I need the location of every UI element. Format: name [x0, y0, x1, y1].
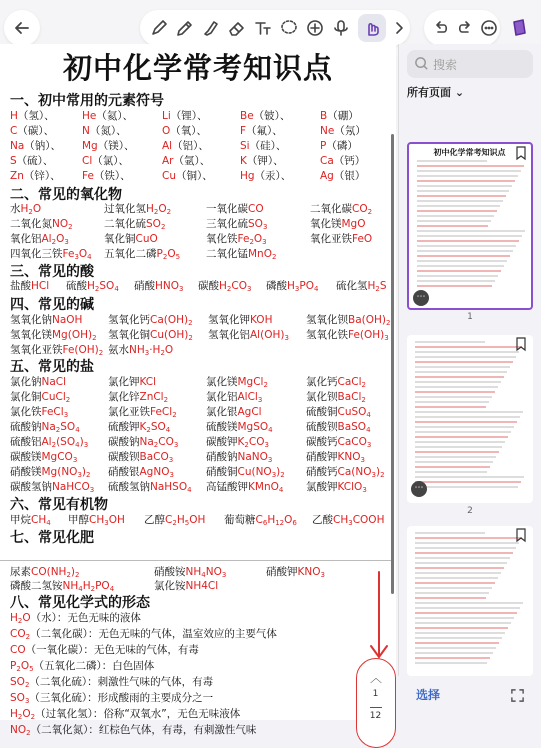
formula-cell: 磷酸二氢铵$NH_4H_2PO_4$ — [10, 580, 115, 593]
thumbnail-text-line — [417, 175, 518, 177]
thumbnail-title: 初中化学常考知识点 — [433, 148, 506, 157]
section-heading: 一、初中常用的元素符号 — [10, 93, 164, 109]
thumbnail-text-line — [417, 230, 525, 232]
thumbnail-text-line — [417, 190, 509, 192]
thumbnail-text-line — [415, 346, 522, 348]
formula-cell: 氯化铵NH4Cl — [154, 580, 219, 592]
content-row — [10, 434, 396, 450]
thumbnail-text-line — [417, 235, 522, 237]
bookmark-icon[interactable] — [515, 528, 527, 542]
formula-cell: 硝酸$HNO_3$ — [134, 280, 184, 293]
formula-cell: Be（铍）、 — [240, 110, 291, 122]
content-row — [10, 327, 396, 343]
sidebar-footer — [398, 676, 540, 720]
formula-cell: 碳酸$H_2CO_3$ — [198, 280, 252, 293]
thumbnail-text-line — [415, 602, 523, 604]
formula-cell: 氧化铁$Fe_2O_3$ — [206, 233, 267, 246]
formula-cell: 乙醇$C_2H_5OH$ — [144, 514, 206, 527]
all-pages-dropdown[interactable] — [407, 84, 464, 100]
formula-cell: 硝酸钾$KNO_3$ — [266, 566, 325, 579]
formula-cell: 碳酸镁MgCO$_3$ — [10, 451, 78, 464]
thumbnail-text-line — [417, 180, 515, 182]
thumbnail-text-line — [415, 552, 513, 554]
thumbnail-text-line — [415, 592, 489, 594]
formula-cell: 硫酸钡BaSO$_4$ — [306, 421, 371, 434]
search-input[interactable] — [407, 50, 533, 78]
shapes-tool-button[interactable] — [302, 15, 328, 41]
formula-cell: 一氧化碳CO — [206, 203, 264, 215]
formula-cell: He（氦）、 — [82, 110, 134, 122]
formula-cell: 碳酸钙CaCO$_3$ — [306, 436, 372, 449]
formula-cell: Hg（汞）、 — [240, 170, 292, 182]
text-tool-button[interactable] — [250, 15, 276, 41]
thumbnail-text-line — [415, 421, 517, 423]
microphone-icon — [331, 18, 351, 38]
formula-cell: Cl（氯）、 — [82, 155, 129, 167]
thumbnail-text-line — [417, 250, 513, 252]
property-row: $CO_2$（二氧化碳）：无色无味的气体，温室效应的主要气体 — [10, 628, 277, 641]
hand-icon — [362, 18, 382, 38]
thumbnail-text-line — [415, 572, 501, 574]
bookmark-icon[interactable] — [515, 146, 527, 160]
property-row: $P_2O_5$（五氧化二磷）：白色固体 — [10, 660, 155, 673]
formula-cell: 氯酸钾KClO$_3$ — [306, 481, 367, 494]
eraser-icon — [227, 18, 247, 38]
thumbnail-text-line — [415, 547, 516, 549]
thumbnail-text-line — [417, 225, 488, 227]
thumbnail-text-line — [415, 647, 496, 649]
page-sidebar — [398, 44, 540, 720]
thumbnail-text-line — [415, 416, 520, 418]
thumbnail-text-line — [415, 632, 505, 634]
formula-cell: 磷酸$H_3PO_4$ — [266, 280, 319, 293]
section-heading: 三、常见的酸 — [10, 264, 94, 280]
thumbnail-text-line — [417, 200, 503, 202]
chevron-up-icon[interactable]: ︿ — [370, 671, 383, 685]
property-row: $SO_3$（三氧化硫）：形成酸雨的主要成分之一 — [10, 692, 214, 705]
formula-cell: 甲烷$CH_4$ — [10, 514, 51, 527]
thumbnail-text-line — [415, 436, 508, 438]
formula-cell: 碳酸氢钠NaHCO$_3$ — [10, 481, 95, 494]
page-break — [0, 560, 394, 561]
formula-cell: Mg（镁）、 — [82, 140, 135, 152]
thumbnail-text-line — [415, 441, 505, 443]
content-row — [10, 512, 396, 528]
formula-cell: 硝酸钾$KNO_3$ — [306, 451, 365, 464]
tool-palette — [140, 10, 410, 46]
formula-cell: 氢氧化铝$Al(OH)_3$ — [208, 329, 289, 342]
formula-cell: 尿素$CO(NH_2)_2$ — [10, 566, 80, 579]
content-row — [10, 464, 396, 480]
more-options-button[interactable] — [476, 15, 502, 41]
notebook-icon — [509, 18, 529, 38]
page-number-1: 1 — [467, 312, 473, 322]
thumbnail-text-line — [415, 532, 485, 534]
thumbnail-text-line — [415, 411, 523, 413]
text-icon — [253, 18, 273, 38]
content-row — [10, 419, 396, 435]
section-heading: 五、常见的盐 — [10, 359, 94, 375]
all-pages-label: 所有页面 — [407, 86, 451, 99]
page-options-icon[interactable]: ⋯ — [411, 481, 427, 497]
page-thumbnail-2[interactable] — [407, 335, 533, 503]
thumbnail-text-line — [415, 587, 492, 589]
thumbnail-text-line — [417, 160, 487, 162]
formula-cell: 氢氧化钙$Ca(OH)_2$ — [108, 314, 193, 327]
thumbnail-text-line — [415, 627, 508, 629]
property-row: $H_2O_2$（过氧化氢）：俗称“双氧水”，无色无味液体 — [10, 708, 241, 721]
formula-cell: 氯化铁FeCl$_3$ — [10, 406, 69, 419]
thumbnail-text-line — [417, 255, 510, 257]
thumbnail-text-line — [415, 376, 504, 378]
formula-cell: C（碳）、 — [10, 125, 55, 137]
formula-cell: 氯化锌ZnCl$_2$ — [108, 391, 169, 404]
content-row — [10, 479, 396, 495]
thumbnail-text-line — [415, 657, 490, 659]
formula-cell: 二氧化碳$CO_2$ — [310, 203, 373, 216]
arrow-left-icon — [12, 18, 32, 38]
formula-cell: 硫酸铝$Al_2(SO_4)_3$ — [10, 436, 89, 449]
formula-cell: S（硫）、 — [10, 155, 54, 167]
vertical-scrollbar[interactable] — [391, 134, 394, 594]
thumbnail-text-line — [415, 622, 511, 624]
formula-cell: Na（钠）、 — [10, 140, 62, 152]
page-navigator[interactable] — [356, 658, 396, 748]
thumbnail-text-line — [415, 612, 517, 614]
page-thumbnail-1[interactable] — [407, 142, 533, 310]
formula-cell: 硫酸氢钠NaHSO$_4$ — [108, 481, 192, 494]
content-row — [10, 216, 396, 232]
formula-cell: Cu（铜）、 — [162, 170, 213, 182]
ellipsis-circle-icon — [479, 18, 499, 38]
thumbnail-text-line — [415, 562, 507, 564]
formula-cell: 四氧化三铁$Fe_3O_4$ — [10, 248, 92, 261]
thumbnail-text-line — [415, 381, 501, 383]
formula-cell: 三氧化硫$SO_3$ — [206, 218, 268, 231]
marker-tool-button[interactable] — [198, 15, 224, 41]
formula-cell: 硝酸镁$Mg(NO_3)_2$ — [10, 466, 91, 479]
thumbnail-text-line — [415, 486, 518, 488]
formula-cell: 硝酸钠NaNO$_3$ — [206, 451, 273, 464]
formula-cell: 硫化氢$H_2S$ — [336, 280, 387, 293]
thumbnail-text-line — [415, 391, 495, 393]
formula-cell: 氯化铝AlCl$_3$ — [206, 391, 263, 404]
formula-cell: Ar（氩）、 — [162, 155, 211, 167]
formula-cell: 氢氧化铜$Cu(OH)_2$ — [108, 329, 193, 342]
formula-cell: Fe（铁）、 — [82, 170, 131, 182]
thumbnail-text-line — [415, 607, 520, 609]
undo-icon — [431, 18, 451, 38]
thumbnail-text-line — [417, 170, 521, 172]
formula-cell: K（钾）、 — [240, 155, 284, 167]
thumbnail-text-line — [415, 471, 487, 473]
bookmark-icon[interactable] — [515, 337, 527, 351]
undo-button[interactable] — [428, 15, 454, 41]
formula-cell: 氧化铝$Al_2O_3$ — [10, 233, 69, 246]
formula-cell: 硝酸铵$NH_4NO_3$ — [154, 566, 227, 579]
current-page: 1 — [372, 689, 379, 699]
page-thumbnail-3[interactable] — [407, 526, 533, 676]
content-row — [10, 312, 396, 328]
formula-cell: 硫酸钠$Na_2SO_4$ — [10, 421, 80, 434]
formula-cell: Al（铝）、 — [162, 140, 209, 152]
formula-cell: B（硼） — [320, 110, 359, 122]
page-number-2: 2 — [467, 506, 473, 516]
page-separator — [370, 707, 382, 708]
formula-cell: 氯化亚铁FeCl$_2$ — [108, 406, 177, 419]
formula-cell: Ne（氖） — [320, 125, 366, 137]
lasso-icon — [279, 18, 299, 38]
thumbnail-text-line — [415, 481, 521, 483]
content-row — [10, 138, 396, 154]
pencil-icon — [175, 18, 195, 38]
formula-cell: Zn（锌）、 — [10, 170, 61, 182]
redo-button[interactable] — [452, 15, 478, 41]
thumbnail-text-line — [415, 361, 513, 363]
redo-icon — [455, 18, 475, 38]
touch-draw-button[interactable] — [358, 14, 386, 42]
thumbnail-text-line — [417, 245, 516, 247]
thumbnail-text-line — [415, 396, 492, 398]
content-row — [10, 374, 396, 390]
section-heading: 二、常见的氧化物 — [10, 187, 122, 203]
section-heading: 四、常见的碱 — [10, 297, 94, 313]
thumbnail-text-line — [417, 265, 504, 267]
formula-cell: 碳酸钠$Na_2CO_3$ — [108, 436, 179, 449]
thumbnail-text-line — [417, 285, 492, 287]
formula-cell: 甲醇$CH_3OH$ — [68, 514, 125, 527]
formula-cell: 氧化镁MgO — [310, 218, 366, 230]
formula-cell: 二氧化锰MnO$_2$ — [206, 248, 277, 261]
thumbnail-text-line — [415, 642, 499, 644]
thumbnail-text-line — [417, 240, 519, 242]
formula-cell: 氢氧化钾KOH — [208, 314, 273, 326]
formula-cell: 盐酸HCl — [10, 280, 50, 292]
property-row: $H_2O$（水）：无色无味的液体 — [10, 612, 141, 625]
section-heading: 六、常见有机物 — [10, 497, 108, 513]
formula-cell: 氨水$NH_3\cdot H_2O$ — [108, 344, 174, 357]
search-icon — [414, 56, 429, 71]
highlighter-icon — [201, 18, 221, 38]
thumbnail-text-line — [415, 637, 502, 639]
formula-cell: 氯化铜CuCl$_2$ — [10, 391, 71, 404]
formula-cell: Ca（钙） — [320, 155, 366, 167]
formula-cell: 硫酸钾$K_2SO_4$ — [108, 421, 171, 434]
search-placeholder: 搜索 — [433, 58, 458, 72]
section-heading: 八、常见化学式的形态 — [10, 595, 150, 611]
formula-cell: 水$H_2O$ — [10, 203, 42, 216]
content-row — [10, 168, 396, 184]
formula-cell: 硝酸钙$Ca(NO_3)_2$ — [306, 466, 385, 479]
thumbnail-text-line — [417, 275, 498, 277]
formula-cell: 氯化银AgCl — [206, 406, 262, 418]
formula-cell: 硝酸银AgNO$_3$ — [108, 466, 174, 479]
thumbnail-text-line — [417, 165, 524, 167]
formula-cell: Si（硅）、 — [240, 140, 287, 152]
thumbnail-text-line — [417, 260, 507, 262]
total-pages: 12 — [369, 711, 382, 721]
eraser-tool-button[interactable] — [224, 15, 250, 41]
thumbnail-text-line — [415, 446, 502, 448]
content-row — [10, 246, 396, 262]
formula-cell: 氧化铜CuO — [104, 233, 158, 245]
formula-cell: 氯化钙CaCl$_2$ — [306, 376, 366, 389]
formula-cell: N（氮）、 — [82, 125, 127, 137]
formula-cell: 氯化钡BaCl$_2$ — [306, 391, 366, 404]
thumbnail-text-line — [415, 351, 519, 353]
thumbnail-text-line — [415, 617, 514, 619]
page-title: 初中化学常考知识点 — [62, 51, 333, 85]
formula-cell: 硫酸镁MgSO$_4$ — [206, 421, 273, 434]
content-row — [10, 153, 396, 169]
thumbnail-text-line — [415, 537, 522, 539]
formula-cell: 二氧化氮$NO_2$ — [10, 218, 73, 231]
content-row — [10, 404, 396, 420]
chevron-down-icon: ⌄ — [454, 86, 465, 99]
thumbnail-text-line — [415, 557, 510, 559]
thumbnail-text-line — [415, 567, 504, 569]
thumbnail-text-line — [415, 662, 487, 664]
section-heading: 七、常见化肥 — [10, 530, 94, 546]
formula-cell: 乙酸$CH_3COOH$ — [312, 514, 385, 527]
thumbnail-text-line — [415, 476, 524, 478]
property-row: $SO_2$（二氧化硫）：刺激性气味的气体，有毒 — [10, 676, 214, 689]
history-palette — [424, 10, 500, 46]
chevron-right-icon — [389, 18, 409, 38]
thumbnail-text-line — [415, 371, 507, 373]
formula-cell: 二氧化硫$SO_2$ — [104, 218, 166, 231]
formula-cell: 硝酸铜$Cu(NO_3)_2$ — [206, 466, 285, 479]
lasso-tool-button[interactable] — [276, 15, 302, 41]
formula-cell: 氢氧化钡$Ba(OH)_2$ — [306, 314, 391, 327]
thumbnail-text-line — [415, 356, 516, 358]
pen-tool-button[interactable] — [146, 15, 172, 41]
formula-cell: 氯化钠NaCl — [10, 376, 67, 388]
thumbnail-text-line — [415, 582, 495, 584]
formula-cell: O（氧）、 — [162, 125, 208, 137]
thumbnail-text-line — [417, 205, 500, 207]
back-button[interactable] — [4, 10, 40, 46]
property-row: $NO_2$（二氧化氮）：红棕色气体，有毒，有刺激性气味 — [10, 724, 257, 737]
formula-cell: 氯化钾KCl — [108, 376, 157, 388]
formula-cell: P（磷） — [320, 140, 358, 152]
thumbnail-text-line — [415, 401, 489, 403]
content-row — [10, 123, 396, 139]
thumbnail-text-line — [415, 652, 493, 654]
formula-cell: 氢氧化铁$Fe(OH)_3$ — [306, 329, 389, 342]
page-options-icon[interactable]: ⋯ — [413, 290, 429, 306]
formula-cell: Ag（银） — [320, 170, 366, 182]
scroll-down-arrow-annotation — [365, 570, 393, 660]
thumbnail-text-line — [415, 451, 499, 453]
thumbnail-text-line — [415, 577, 498, 579]
formula-cell: 氢氧化钠NaOH — [10, 314, 83, 326]
content-row — [10, 389, 396, 405]
thumbnail-text-line — [415, 366, 510, 368]
formula-cell: 碳酸钡BaCO$_3$ — [108, 451, 174, 464]
mic-button[interactable] — [328, 15, 354, 41]
content-row — [10, 231, 396, 247]
thumbnail-text-line — [415, 542, 519, 544]
formula-cell: Li（锂）、 — [162, 110, 208, 122]
thumbnail-text-line — [415, 461, 493, 463]
thumbnail-text-line — [415, 466, 490, 468]
thumbnail-text-line — [417, 220, 491, 222]
thumbnail-text-line — [417, 195, 506, 197]
thumbnail-text-line — [415, 426, 514, 428]
formula-cell: 硫酸铜CuSO$_4$ — [306, 406, 371, 419]
thumbnail-text-line — [415, 456, 496, 458]
thumbnail-text-line — [415, 386, 498, 388]
thumbnail-text-line — [417, 270, 501, 272]
pen-icon — [149, 18, 169, 38]
pencil-tool-button[interactable] — [172, 15, 198, 41]
content-row — [10, 201, 396, 217]
content-row — [10, 108, 396, 124]
property-row: CO（一氧化碳）：无色无味的气体，有毒 — [10, 644, 199, 656]
plus-circle-icon — [305, 18, 325, 38]
formula-cell: F（氟）、 — [240, 125, 283, 137]
thumbnail-text-line — [417, 185, 512, 187]
expand-icon[interactable] — [510, 688, 525, 703]
notebook-button[interactable] — [506, 15, 532, 41]
thumbnail-text-line — [415, 597, 486, 599]
formula-cell: 氧化亚铁FeO — [310, 233, 373, 245]
thumbnail-text-line — [417, 215, 494, 217]
select-button[interactable]: 选择 — [416, 688, 441, 702]
formula-cell: 过氧化氢$H_2O_2$ — [104, 203, 172, 216]
thumbnail-text-line — [417, 210, 497, 212]
thumbnail-text-line — [415, 406, 486, 408]
formula-cell: 氢氧化镁$Mg(OH)_2$ — [10, 329, 97, 342]
thumbnail-text-line — [415, 431, 511, 433]
thumbnail-text-line — [417, 280, 495, 282]
document-canvas[interactable] — [0, 44, 396, 737]
formula-cell: H（氢）、 — [10, 110, 55, 122]
content-row — [10, 278, 396, 294]
more-tools-button[interactable] — [386, 15, 412, 41]
formula-cell: 五氧化二磷$P_2O_5$ — [104, 248, 181, 261]
formula-cell: 高锰酸钾KMnO$_4$ — [206, 481, 284, 494]
formula-cell: 碳酸钾$K_2CO_3$ — [206, 436, 269, 449]
formula-cell: 硫酸$H_2SO_4$ — [66, 280, 119, 293]
thumbnail-text-line — [415, 341, 485, 343]
formula-cell: 葡萄糖$C_6H_{12}O_6$ — [224, 514, 297, 527]
formula-cell: 氯化镁MgCl$_2$ — [206, 376, 268, 389]
content-row — [10, 449, 396, 465]
formula-cell: 氢氧化亚铁$Fe(OH)_2$ — [10, 344, 104, 357]
